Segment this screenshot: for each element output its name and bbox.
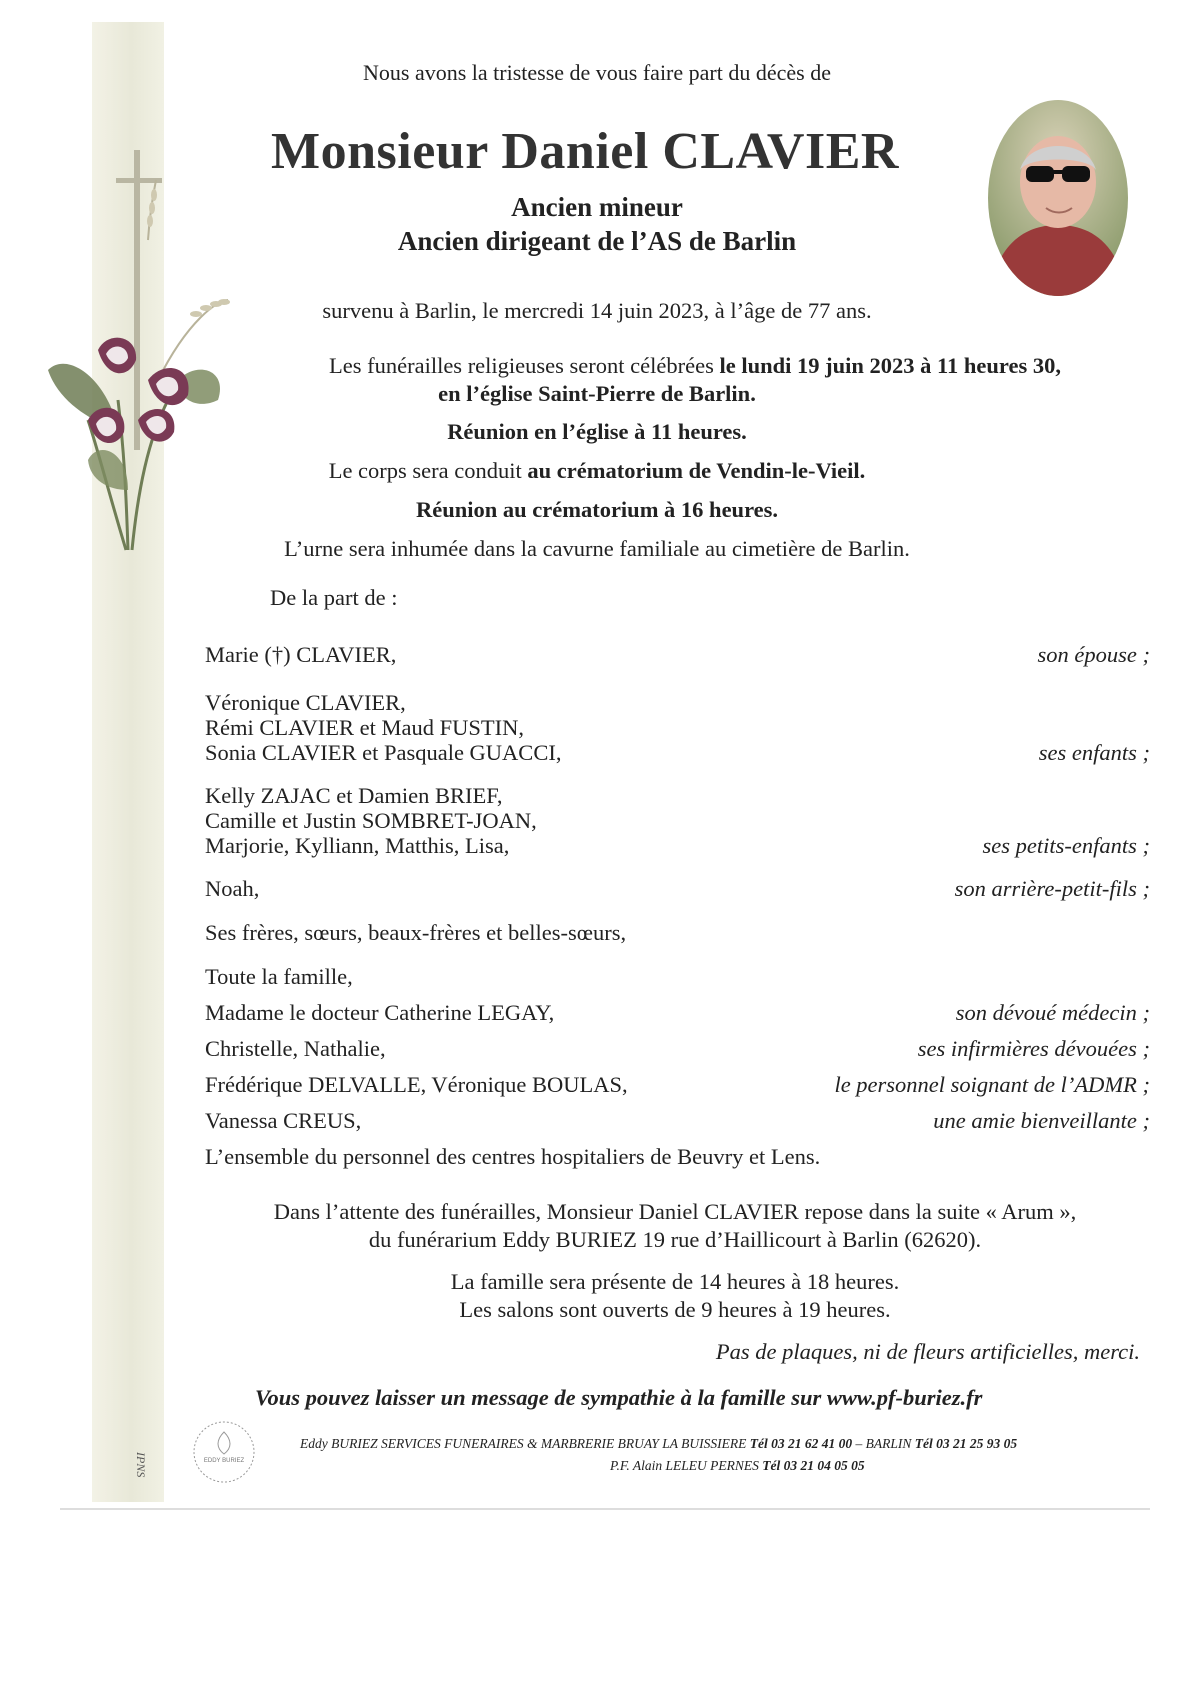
ipns-label: IPNS <box>134 1452 148 1478</box>
family-role: le personnel soignant de l’ADMR ; <box>834 1072 1150 1097</box>
announcement-intro: Nous avons la tristesse de vous faire part du décès de <box>363 60 831 85</box>
family-row <box>205 1144 1150 1169</box>
urn-burial: L’urne sera inhumée dans la cavurne familiale au cimetière de Barlin. <box>284 536 910 561</box>
deceased-title-1: Ancien mineur <box>511 192 683 222</box>
body-transfer <box>0 457 1194 485</box>
family-row <box>205 1000 1150 1025</box>
family-row <box>205 690 1150 765</box>
family-row <box>205 642 1150 667</box>
family-row <box>205 783 1150 858</box>
body-transfer-text: Le corps sera conduit <box>328 458 528 483</box>
family-name: Camille et Justin SOMBRET-JOAN, <box>205 808 537 833</box>
family-role: une amie bienveillante ; <box>933 1108 1150 1133</box>
deceased-title-2: Ancien dirigeant de l’AS de Barlin <box>397 226 797 256</box>
family-role: ses infirmières dévouées ; <box>917 1036 1150 1061</box>
family-row <box>205 964 1150 989</box>
no-flowers-note: Pas de plaques, ni de fleurs artificielles, merci. <box>715 1339 1140 1364</box>
family-name: Sonia CLAVIER et Pasquale GUACCI, <box>205 740 562 765</box>
family-name: Marjorie, Kylliann, Matthis, Lisa, <box>205 833 510 858</box>
death-details: survenu à Barlin, le mercredi 14 juin 2023, à l’âge de 77 ans. <box>322 298 872 323</box>
condolence-message: Vous pouvez laisser un message de sympathie à la famille sur www.pf-buriez.fr <box>255 1385 983 1410</box>
family-row <box>205 920 1150 945</box>
footer-phone-2: Tél 03 21 25 93 05 <box>914 1436 1018 1451</box>
family-name: Véronique CLAVIER, <box>205 690 406 715</box>
family-row <box>205 876 1150 901</box>
funeral-info-text: Les funérailles religieuses seront célébrées <box>329 353 720 378</box>
church-meeting: Réunion en l’église à 11 heures. <box>447 419 747 444</box>
logo-text: EDDY BURIEZ <box>203 1458 245 1464</box>
family-name: Christelle, Nathalie, <box>205 1036 386 1061</box>
family-role: ses enfants ; <box>1038 740 1150 765</box>
family-name: Marie (†) CLAVIER, <box>205 642 397 667</box>
family-name: Rémi CLAVIER et Maud FUSTIN, <box>205 715 524 740</box>
family-name: Madame le docteur Catherine LEGAY, <box>205 1000 555 1025</box>
family-row <box>205 1036 1150 1061</box>
funeral-location: en l’église Saint-Pierre de Barlin. <box>438 381 756 406</box>
footer-phone-3: Tél 03 21 04 05 05 <box>762 1458 865 1473</box>
family-name: Toute la famille, <box>205 964 353 989</box>
family-role: ses petits-enfants ; <box>982 833 1150 858</box>
family-name: Ses frères, sœurs, beaux-frères et belles-sœurs, <box>205 920 627 945</box>
from-label: De la part de : <box>270 585 398 610</box>
crematorium-name: au crématorium de Vendin-le-Vieil. <box>527 458 866 483</box>
footer-city: – BARLIN <box>852 1436 915 1451</box>
family-name: Kelly ZAJAC et Damien BRIEF, <box>205 783 503 808</box>
footer-company: Eddy BURIEZ SERVICES FUNERAIRES & MARBRERIE BRUAY LA BUISSIERE <box>300 1436 750 1451</box>
funeral-date: le lundi 19 juin 2023 à 11 heures 30, <box>719 353 1061 378</box>
family-name: L’ensemble du personnel des centres hospitaliers de Beuvry et Lens. <box>205 1144 821 1169</box>
family-presence-hours: La famille sera présente de 14 heures à 18 heures. <box>450 1269 900 1294</box>
funeral-home-logo-icon <box>188 1416 260 1488</box>
family-role: son dévoué médecin ; <box>955 1000 1150 1025</box>
family-name: Frédérique DELVALLE, Véronique BOULAS, <box>205 1072 628 1097</box>
family-role: son épouse ; <box>1037 642 1150 667</box>
salon-hours: Les salons sont ouverts de 9 heures à 19 heures. <box>459 1297 891 1322</box>
family-row <box>205 1072 1150 1097</box>
footer-contact-1 <box>300 1436 1160 1452</box>
family-name: Noah, <box>205 876 260 901</box>
rest-location-2: du funérarium Eddy BURIEZ 19 rue d’Haillicourt à Barlin (62620). <box>368 1227 982 1252</box>
footer-partner: P.F. Alain LELEU PERNES <box>610 1458 763 1473</box>
deceased-name: Monsieur Daniel CLAVIER <box>271 123 899 180</box>
crematorium-meeting: Réunion au crématorium à 16 heures. <box>415 497 779 522</box>
portrait-photo <box>988 100 1128 296</box>
footer-contact-2 <box>610 1458 1010 1474</box>
family-row <box>205 1108 1150 1133</box>
page-divider <box>60 1508 1150 1510</box>
footer-phone-1: Tél 03 21 62 41 00 <box>749 1436 853 1451</box>
family-name: Vanessa CREUS, <box>205 1108 362 1133</box>
rest-location-1: Dans l’attente des funérailles, Monsieur Daniel CLAVIER repose dans la suite « Arum », <box>273 1199 1077 1224</box>
family-role: son arrière-petit-fils ; <box>954 876 1150 901</box>
funeral-info-line-1 <box>255 352 1135 380</box>
